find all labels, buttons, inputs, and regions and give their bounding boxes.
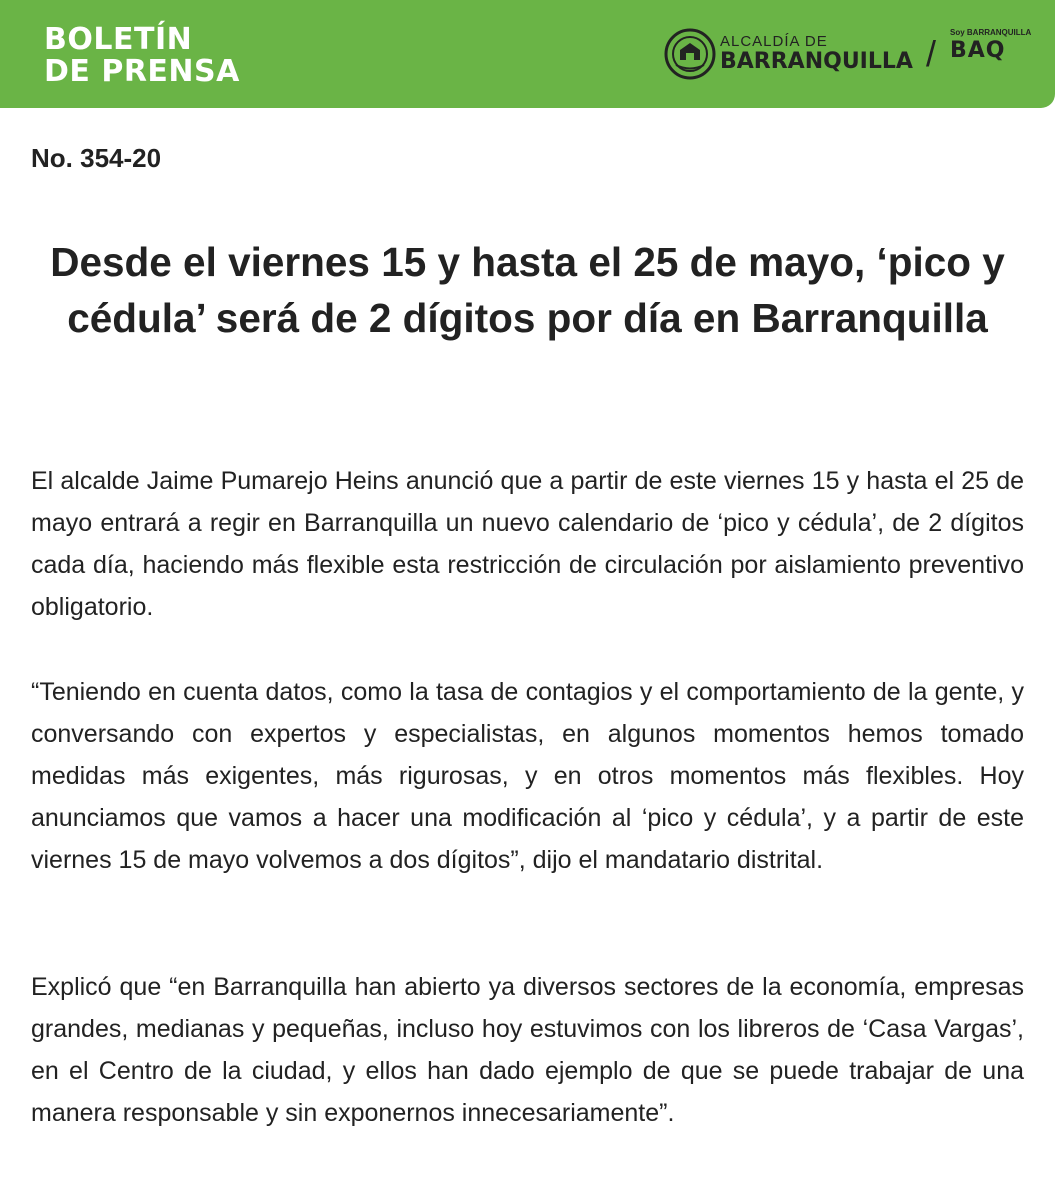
paragraph: Explicó que “en Barranquilla han abierto ya diversos sectores de la economía, empresas grandes, medianas y pequeñas, incluso hoy estuvimos con los libreros de ‘Casa Vargas’, en el Centro de la ciudad, y ellos han dado ejemplo de que se puede trabajar de una manera responsable y sin exponernos innecesariamente”. xyxy=(31,973,1024,1127)
soy-barranquilla-text: Soy BARRANQUILLA xyxy=(950,28,1032,37)
banner-title-line-1: BOLETÍN xyxy=(44,22,193,57)
banner-title-line-2: DE PRENSA xyxy=(44,54,240,89)
alcaldia-wordmark xyxy=(720,34,913,74)
banner-title xyxy=(44,24,240,88)
city-seal-icon xyxy=(664,28,716,80)
soy-baq-logo xyxy=(950,28,1032,64)
brand-divider: / xyxy=(926,33,937,74)
bulletin-number: No. 354-20 xyxy=(31,143,162,173)
press-bulletin-banner xyxy=(0,0,1055,108)
bulletin-headline: Desde el viernes 15 y hasta el 25 de mayo, ‘pico y cédula’ será de 2 dígitos por día en Barranquilla xyxy=(50,239,1005,341)
paragraph: “Teniendo en cuenta datos, como la tasa de contagios y el comportamiento de la gente, y conversando con expertos y especialistas, en algunos momentos hemos tomado medidas más exigentes, más rigurosas, y en otros momentos más flexibles. Hoy anunciamos que vamos a hacer una modificación al ‘pico y cédula’, y a partir de este viernes 15 de mayo volvemos a dos dígitos”, dijo el mandatario distrital. xyxy=(31,678,1024,874)
alcaldia-logo xyxy=(664,26,1032,86)
brand-top-text: ALCALDÍA DE xyxy=(720,33,828,50)
paragraph: El alcalde Jaime Pumarejo Heins anunció que a partir de este viernes 15 y hasta el 25 de mayo entrará a regir en Barranquilla un nuevo calendario de ‘pico y cédula’, de 2 dígitos cada día, haciendo más flexible esta restricción de circulación por aislamiento preventivo obligatorio. xyxy=(31,467,1024,621)
baq-text: BAQ xyxy=(950,38,1006,63)
brand-city-name: BARRANQUILLA xyxy=(720,49,913,74)
